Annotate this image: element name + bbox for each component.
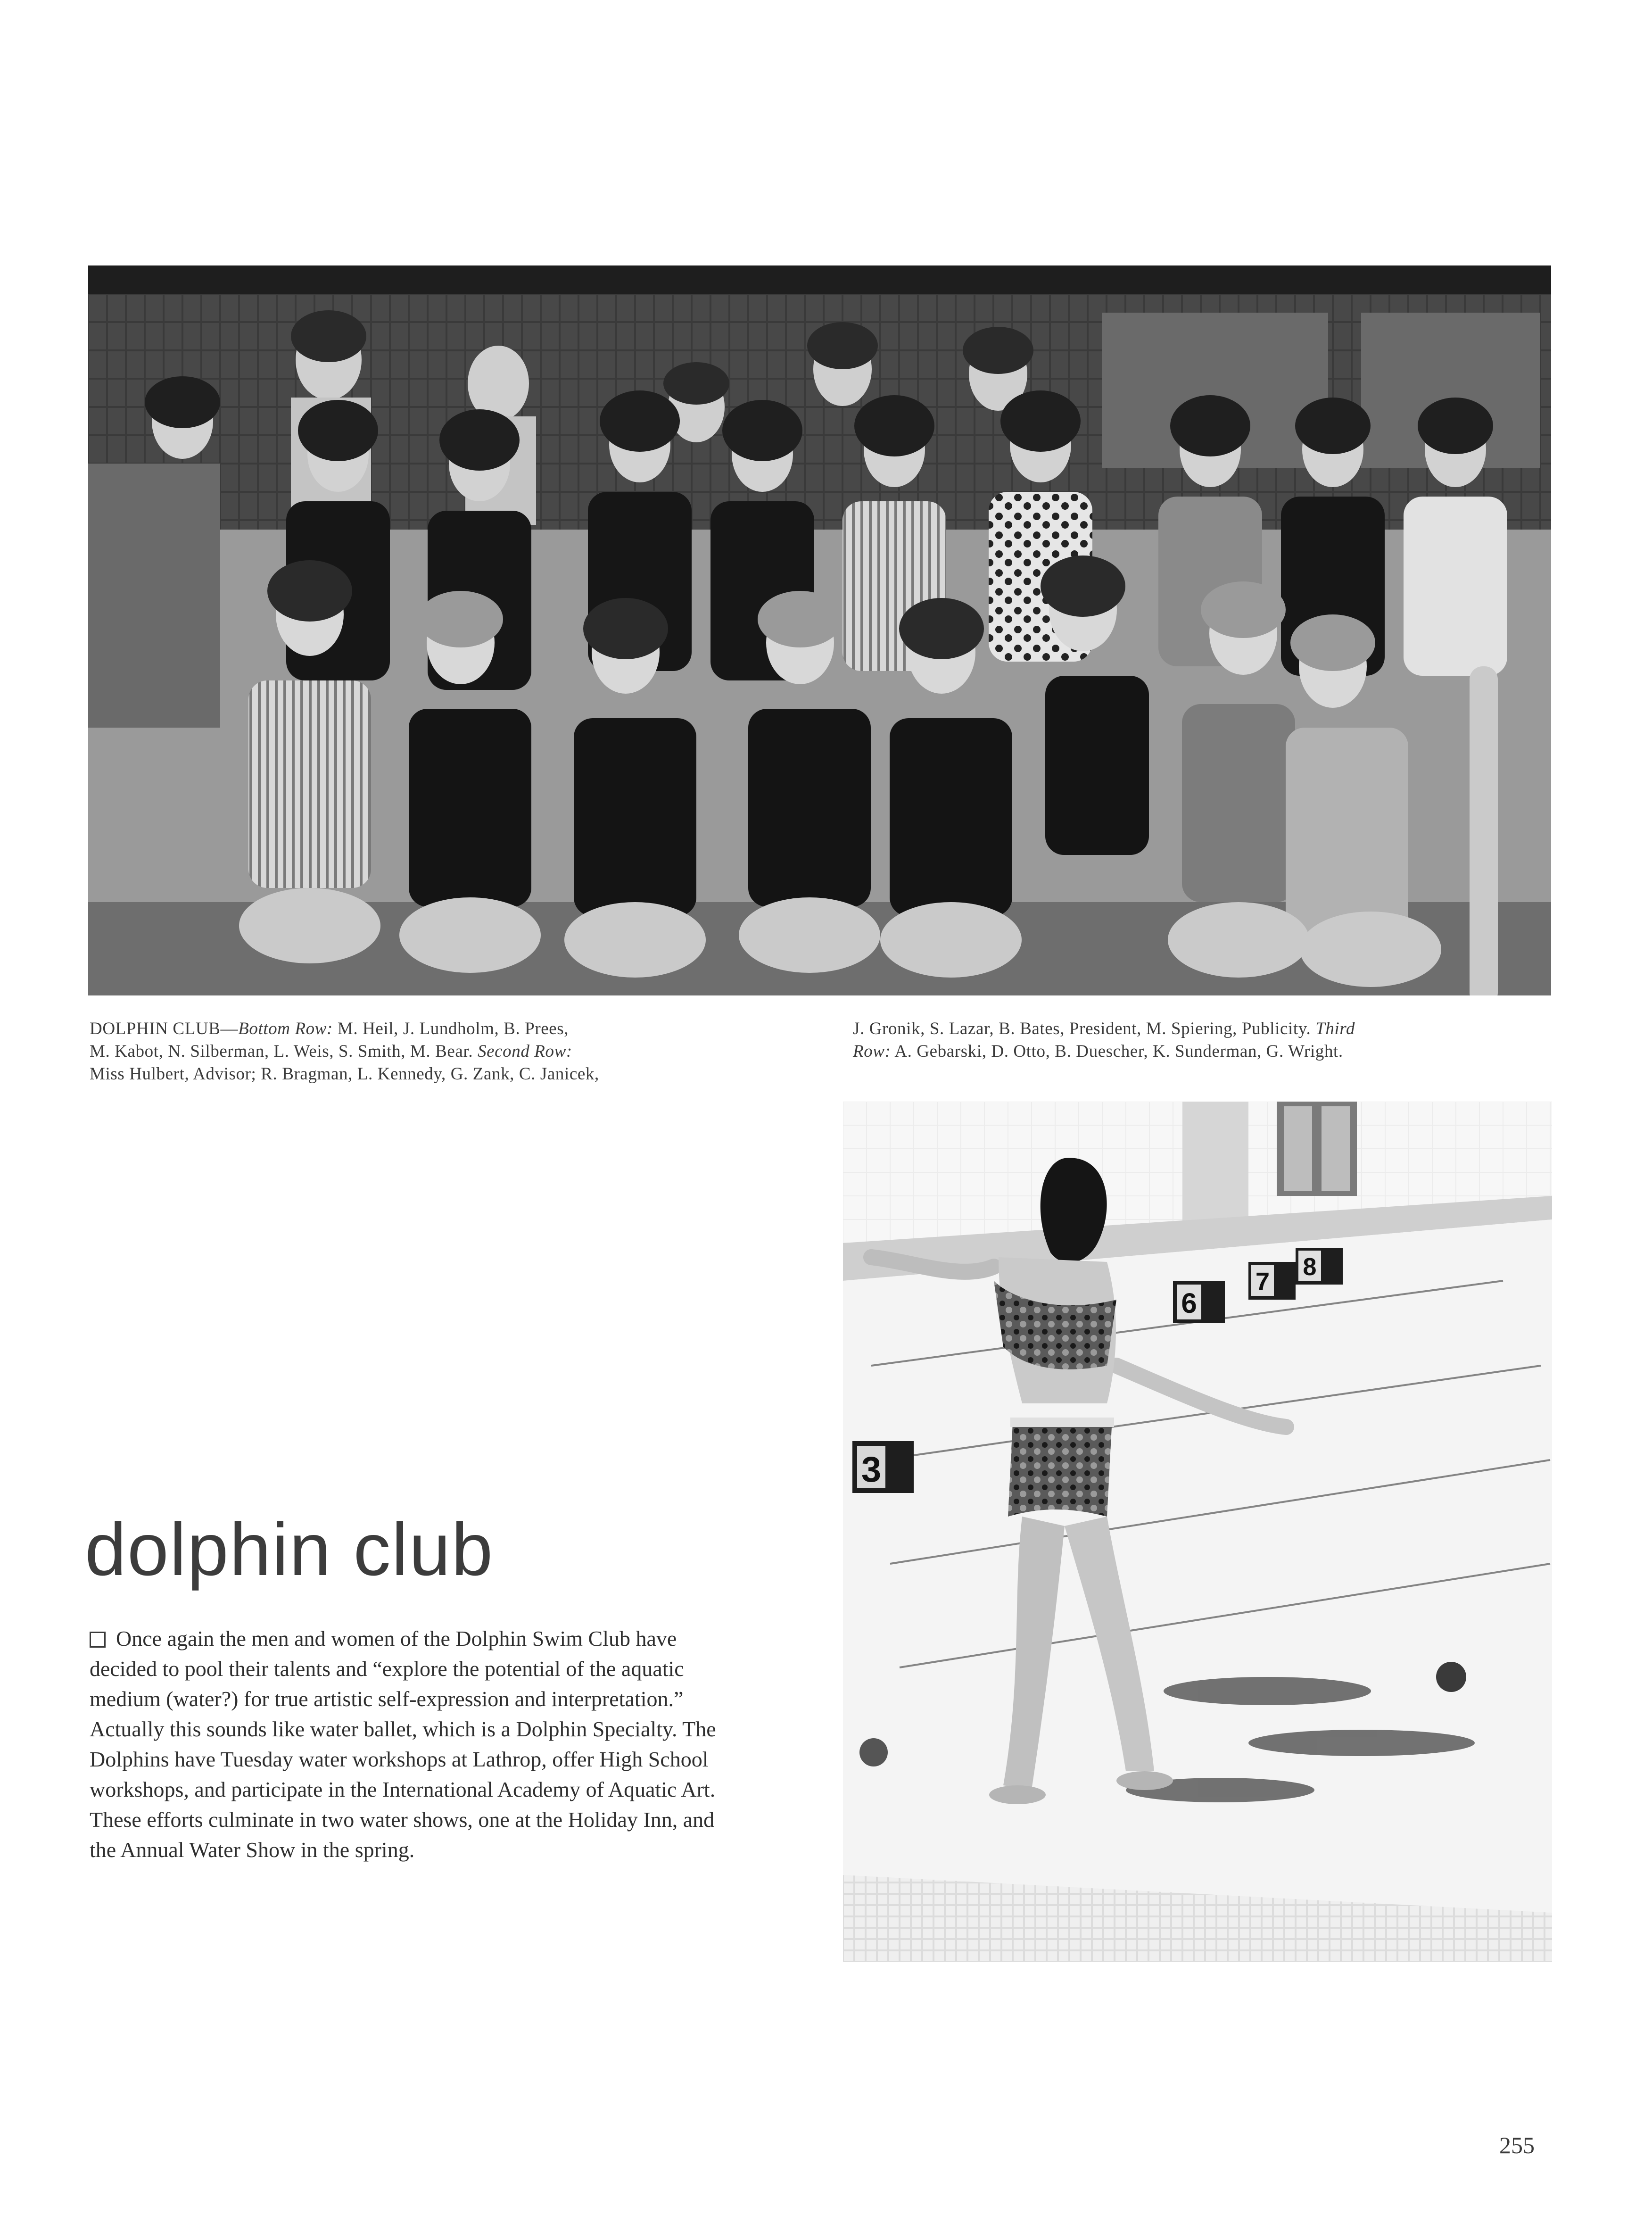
lane-number-7: 7 xyxy=(1255,1268,1270,1296)
group-photo xyxy=(88,265,1551,995)
lane-number-8: 8 xyxy=(1303,1253,1317,1281)
lane-marker-3 xyxy=(852,1441,914,1493)
pool-photo xyxy=(843,1102,1552,1962)
caption-line: J. Gronik, S. Lazar, B. Bates, President, M. Spiering, Publicity. Third xyxy=(853,1019,1355,1038)
lane-number-3: 3 xyxy=(861,1450,882,1490)
page-number: 255 xyxy=(1499,2132,1535,2158)
section-title: dolphin club xyxy=(85,1508,494,1591)
square-bullet-icon xyxy=(90,1632,106,1648)
body-text: Once again the men and women of the Dolphin Swim Club have decided to pool their talents and “explore the potential of the aquatic medium (water?) for true artistic self-expression and interpretation.” Actually this sounds like water ballet, which is a Dolphin Specialty. The Dolphins have Tuesday water workshops at Lathrop, offer High School workshops, and participate in the International Academy of Aquatic Art. These efforts culminate in two water shows, one at the Holiday Inn, and the Annual Water Show in the spring. xyxy=(90,1626,716,1862)
photo-caption-right xyxy=(853,1018,1551,1063)
photo-caption-left xyxy=(90,1018,792,1086)
caption-line: DOLPHIN CLUB—Bottom Row: M. Heil, J. Lundholm, B. Prees, xyxy=(90,1019,569,1038)
caption-line: Row: A. Gebarski, D. Otto, B. Duescher, K. Sunderman, G. Wright. xyxy=(853,1042,1343,1061)
body-paragraph xyxy=(90,1624,735,1865)
caption-line: Miss Hulbert, Advisor; R. Bragman, L. Kennedy, G. Zank, C. Janicek, xyxy=(90,1064,599,1084)
lane-number-6: 6 xyxy=(1181,1287,1197,1319)
caption-line: M. Kabot, N. Silberman, L. Weis, S. Smith, M. Bear. Second Row: xyxy=(90,1042,572,1061)
